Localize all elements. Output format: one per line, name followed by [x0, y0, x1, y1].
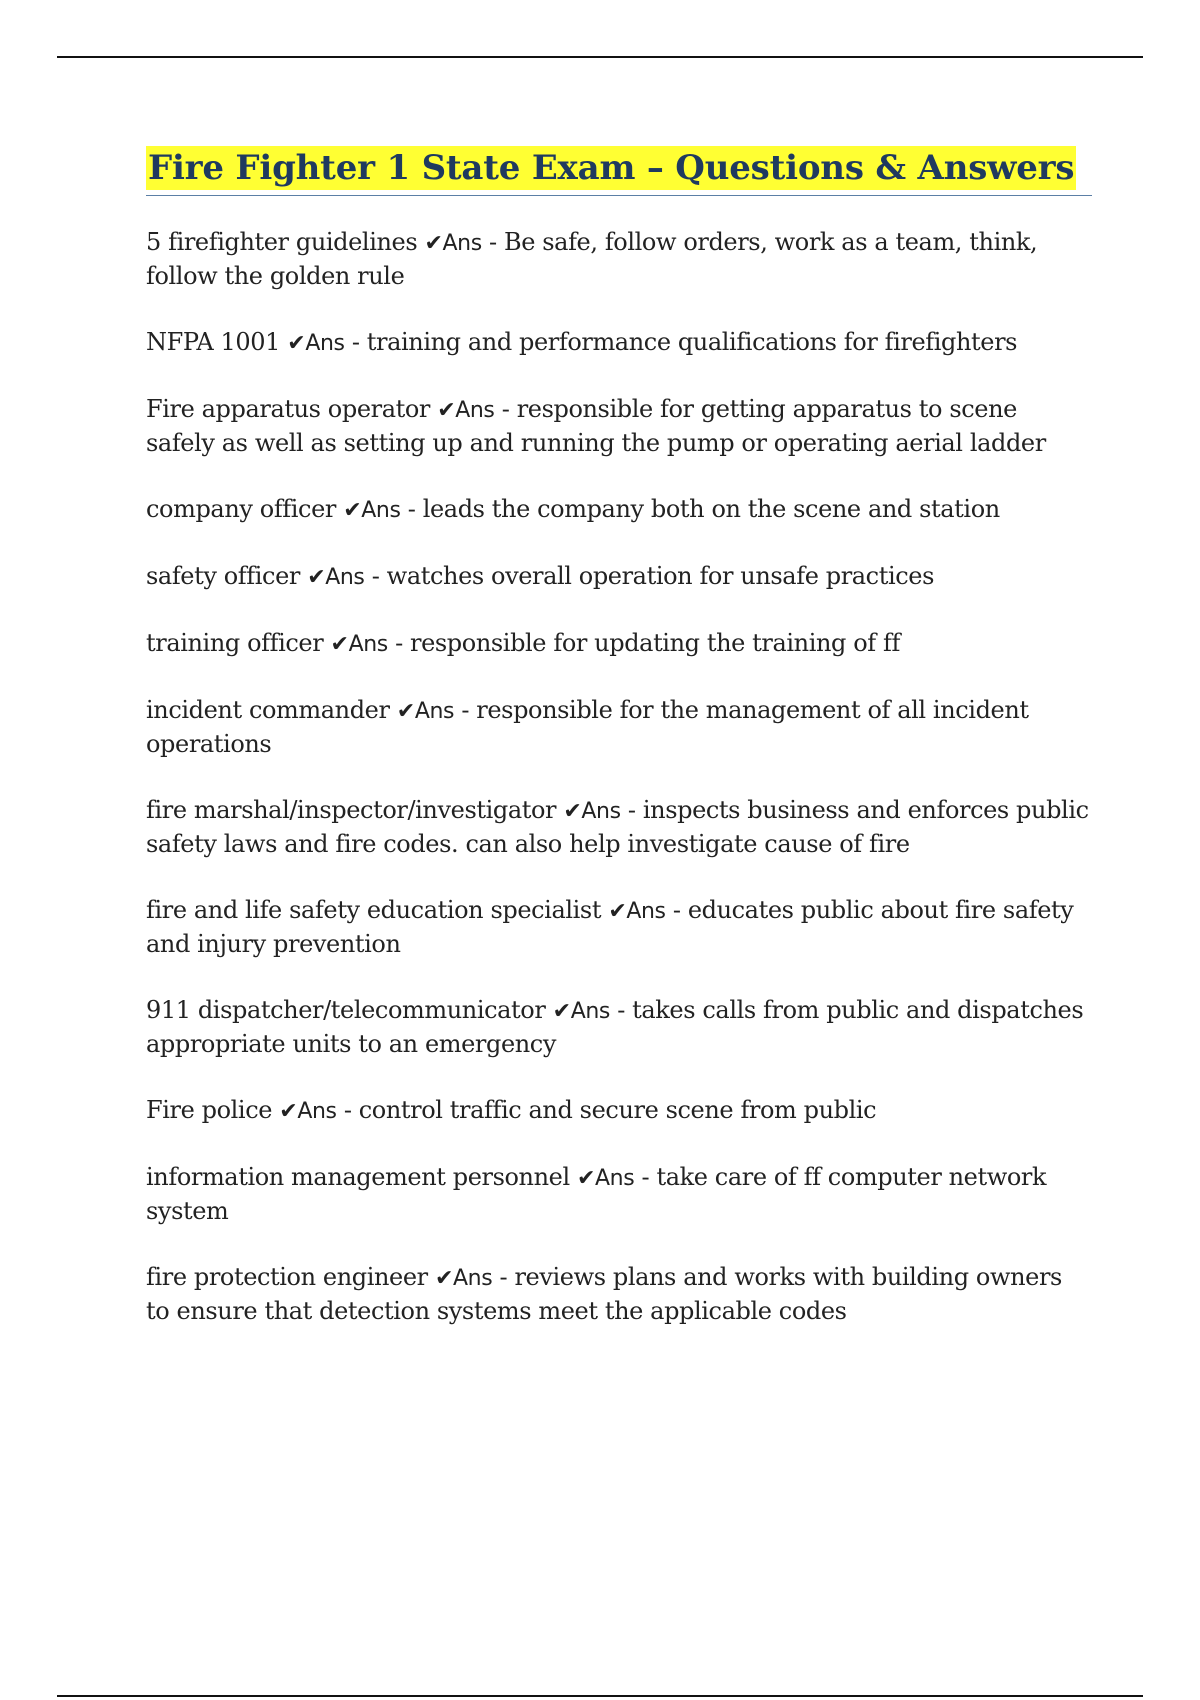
- qa-item: [146, 1261, 1092, 1328]
- answer-marker: ✔Ans: [552, 999, 610, 1024]
- bottom-rule: [57, 1695, 1143, 1697]
- qa-item: [146, 627, 1092, 661]
- separator: -: [343, 1096, 352, 1124]
- qa-item: [146, 493, 1092, 527]
- question-text: fire marshal/inspector/investigator: [146, 796, 557, 824]
- separator: -: [641, 1163, 650, 1191]
- qa-item: [146, 1161, 1092, 1228]
- question-text: Fire apparatus operator: [146, 395, 430, 423]
- answer-text: control traffic and secure scene from public: [358, 1096, 877, 1124]
- qa-item: [146, 894, 1092, 961]
- separator: -: [395, 629, 403, 657]
- answer-marker: ✔Ans: [424, 231, 482, 256]
- qa-item: [146, 794, 1092, 861]
- answer-text: inspects business and enforces public safety laws and fire codes. can also help investigate cause of fire: [146, 796, 1089, 858]
- qa-item: [146, 994, 1092, 1061]
- top-rule: [57, 56, 1143, 58]
- question-text: Fire police: [146, 1096, 273, 1124]
- document-title: Fire Fighter 1 State Exam – Questions & Answers: [148, 148, 1075, 188]
- answer-marker: ✔Ans: [330, 632, 388, 657]
- separator: -: [461, 696, 470, 724]
- separator: -: [371, 562, 380, 590]
- answer-text: responsible for the management of all incident operations: [146, 696, 1029, 758]
- separator: -: [617, 996, 625, 1024]
- answer-text: watches overall operation for unsafe practices: [386, 562, 934, 590]
- qa-item: [146, 226, 1092, 293]
- question-text: fire protection engineer: [146, 1263, 428, 1291]
- answer-text: responsible for getting apparatus to scene safely as well as setting up and running the pump or operating aerial ladder: [146, 395, 1046, 457]
- separator: -: [351, 328, 360, 356]
- qa-list: [146, 226, 1092, 1328]
- document-body: [146, 146, 1092, 1361]
- answer-marker: ✔Ans: [434, 1266, 493, 1291]
- question-text: safety officer: [146, 562, 300, 590]
- separator: -: [501, 395, 510, 423]
- question-text: incident commander: [146, 696, 390, 724]
- answer-marker: ✔Ans: [563, 799, 621, 824]
- qa-item: [146, 326, 1092, 360]
- question-text: information management personnel: [146, 1163, 570, 1191]
- qa-item: [146, 694, 1092, 761]
- title-block: [146, 146, 1092, 196]
- answer-marker: ✔Ans: [343, 498, 401, 523]
- answer-marker: ✔Ans: [576, 1166, 635, 1191]
- qa-item: [146, 393, 1092, 460]
- answer-text: take care of ff computer network system: [146, 1163, 1047, 1225]
- answer-marker: ✔Ans: [437, 398, 495, 423]
- answer-marker: ✔Ans: [287, 331, 345, 356]
- question-text: NFPA 1001: [146, 328, 281, 356]
- question-text: training officer: [146, 629, 324, 657]
- qa-item: [146, 560, 1092, 594]
- separator: -: [627, 796, 636, 824]
- question-text: fire and life safety education specialist: [146, 896, 602, 924]
- answer-text: Be safe, follow orders, work as a team, think, follow the golden rule: [146, 228, 1038, 290]
- question-text: 5 firefighter guidelines: [146, 228, 418, 256]
- answer-text: reviews plans and works with building owners to ensure that detection systems meet the applicable codes: [146, 1263, 1062, 1325]
- answer-text: leads the company both on the scene and station: [422, 495, 1000, 523]
- answer-text: takes calls from public and dispatches appropriate units to an emergency: [146, 996, 1084, 1058]
- separator: -: [489, 228, 497, 256]
- answer-text: training and performance qualifications for firefighters: [366, 328, 1018, 356]
- answer-marker: ✔Ans: [608, 899, 666, 924]
- answer-text: educates public about fire safety and injury prevention: [146, 896, 1074, 958]
- separator: -: [499, 1263, 508, 1291]
- question-text: 911 dispatcher/telecommunicator: [146, 996, 546, 1024]
- separator: -: [407, 495, 416, 523]
- qa-item: [146, 1094, 1092, 1128]
- answer-marker: ✔Ans: [307, 565, 365, 590]
- answer-marker: ✔Ans: [279, 1099, 337, 1124]
- question-text: company officer: [146, 495, 336, 523]
- answer-text: responsible for updating the training of ff: [410, 629, 900, 657]
- answer-marker: ✔Ans: [396, 699, 455, 724]
- separator: -: [672, 896, 681, 924]
